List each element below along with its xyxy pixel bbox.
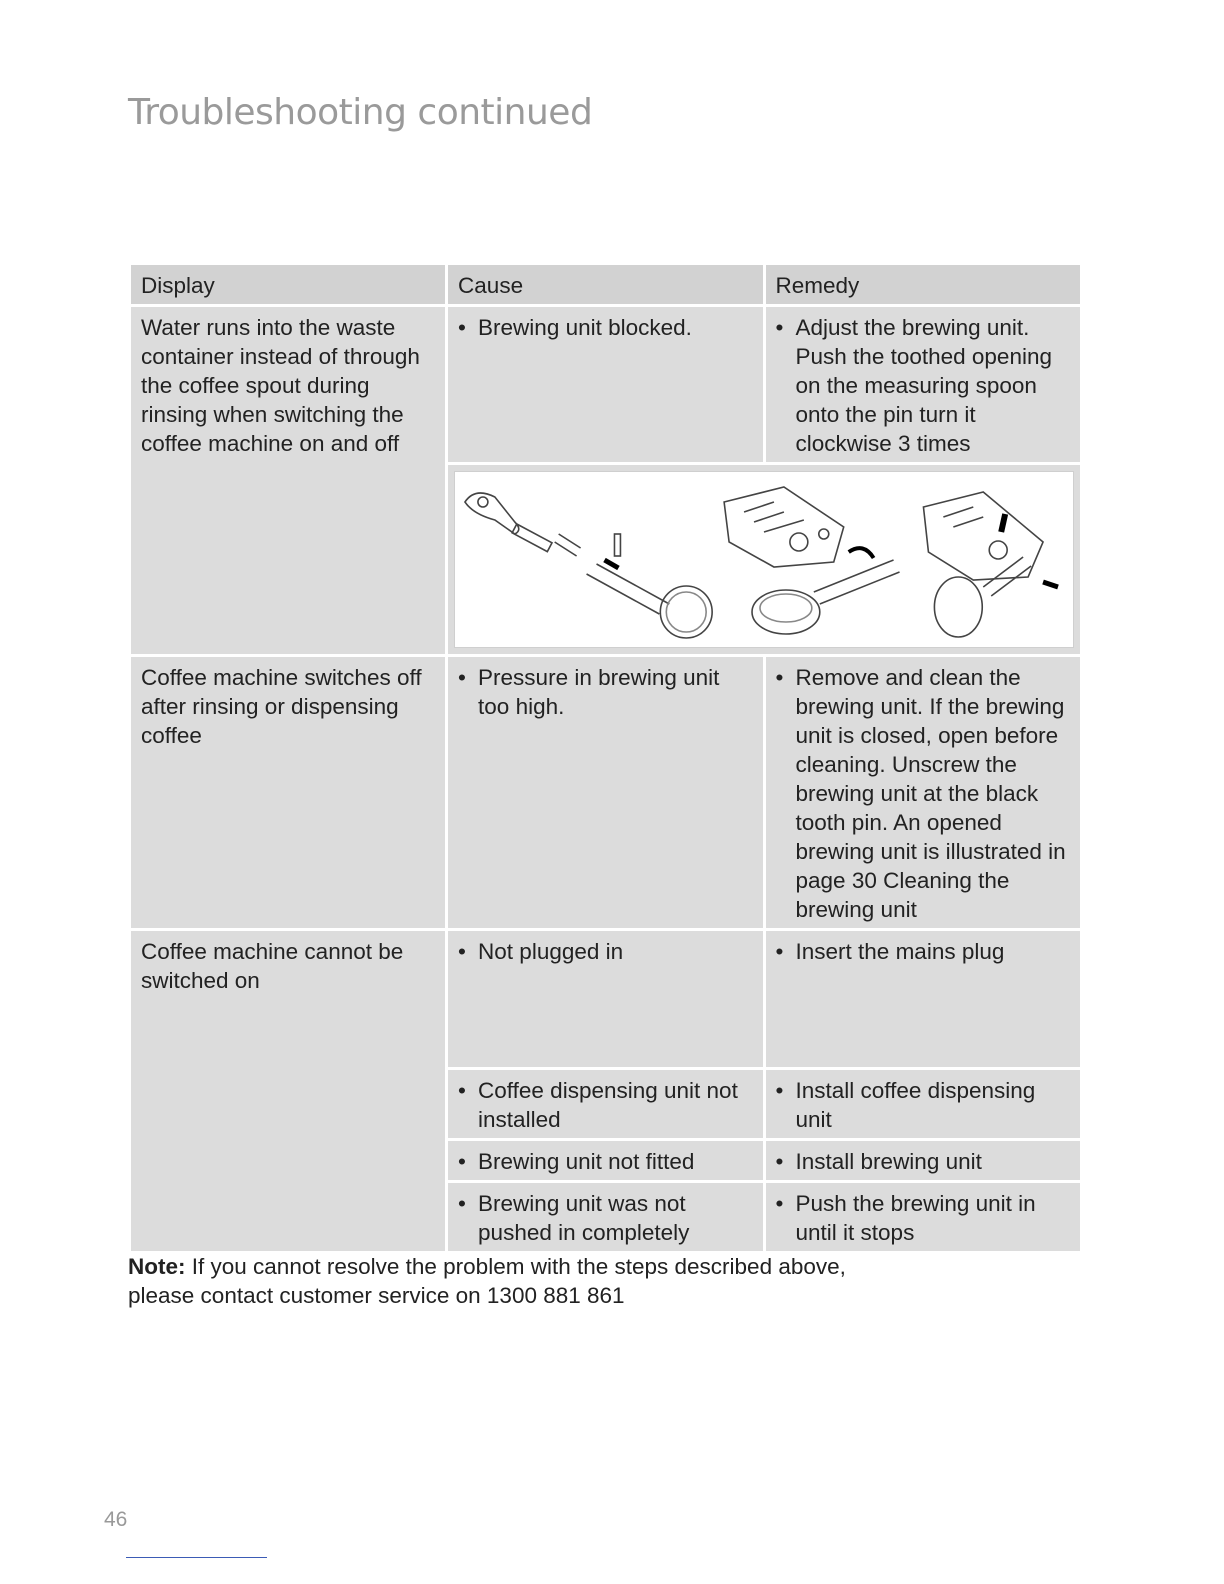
page-number: 46: [104, 1508, 128, 1531]
header-cause: Cause: [448, 265, 762, 304]
row3-remedy-4: [766, 1183, 1080, 1251]
illustration-cell: [448, 465, 1080, 654]
table-row: [131, 657, 1080, 928]
remedy-text: Push the brewing unit in until it stops: [795, 1191, 1036, 1245]
row3-display: [131, 931, 445, 1251]
row2-display: [131, 657, 445, 928]
table-row: [131, 307, 1080, 462]
bullet: •: [775, 1149, 784, 1174]
footer-rule: [126, 1557, 267, 1558]
header-remedy: Remedy: [766, 265, 1080, 304]
brewing-unit-illustration: [454, 471, 1074, 648]
row2-cause: [448, 657, 762, 928]
row3-cause-1: [448, 931, 762, 1067]
note-label: Note:: [128, 1254, 186, 1279]
bullet: •: [458, 1149, 466, 1174]
note-text-line2: please contact customer service on 1300 881 861: [128, 1283, 625, 1308]
remedy-text: Install coffee dispensing unit: [795, 1078, 1036, 1132]
bullet: •: [775, 665, 784, 690]
bullet: •: [775, 939, 784, 964]
row3-remedy-2: [766, 1070, 1080, 1138]
row1-display: [131, 307, 445, 654]
measuring-spoon-illustration: [455, 472, 1073, 647]
troubleshooting-table: [128, 262, 1083, 1254]
cause-text: Brewing unit not fitted: [478, 1149, 695, 1174]
display-text: Water runs into the waste container instead of through the coffee spout during rinsing when switching the coffee machine on and off: [141, 315, 420, 456]
note-text: If you cannot resolve the problem with the steps described above,: [191, 1254, 846, 1279]
row2-remedy: [766, 657, 1080, 928]
row3-remedy-3: [766, 1141, 1080, 1180]
row3-cause-2: [448, 1070, 762, 1138]
bullet: •: [458, 939, 466, 964]
row3-cause-4: [448, 1183, 762, 1251]
display-text: Coffee machine switches off after rinsing or dispensing coffee: [141, 665, 422, 748]
table-row: [131, 931, 1080, 1067]
row3-remedy-1: [766, 931, 1080, 1067]
cause-text: Coffee dispensing unit not installed: [478, 1078, 738, 1132]
cause-text: Brewing unit blocked.: [478, 315, 692, 340]
bullet: •: [775, 1191, 784, 1216]
remedy-text: Install brewing unit: [795, 1149, 982, 1174]
remedy-text: Insert the mains plug: [795, 939, 1005, 964]
row1-remedy: [766, 307, 1080, 462]
row1-cause: [448, 307, 762, 462]
remedy-text: Remove and clean the brewing unit. If the brewing unit is closed, open before cleaning. Unscrew the brewing unit at the black tooth pin. An opened brewing unit is illustrated in page 30 Cleaning the brewing unit: [795, 665, 1066, 922]
page-title: Troubleshooting continued: [128, 92, 593, 134]
note-paragraph: [128, 1252, 846, 1310]
bullet: •: [458, 665, 466, 690]
remedy-text: Adjust the brewing unit. Push the toothed opening on the measuring spoon onto the pin turn it clockwise 3 times: [795, 315, 1052, 456]
table-header-row: [131, 265, 1080, 304]
row3-cause-3: [448, 1141, 762, 1180]
bullet: •: [458, 1191, 466, 1216]
bullet: •: [775, 1078, 784, 1103]
cause-text: Not plugged in: [478, 939, 624, 964]
header-display: Display: [131, 265, 445, 304]
bullet: •: [458, 1078, 466, 1103]
bullet: •: [775, 315, 784, 340]
bullet: •: [458, 315, 466, 340]
cause-text: Brewing unit was not pushed in completely: [478, 1191, 690, 1245]
cause-text: Pressure in brewing unit too high.: [478, 665, 720, 719]
display-text: Coffee machine cannot be switched on: [141, 939, 404, 993]
